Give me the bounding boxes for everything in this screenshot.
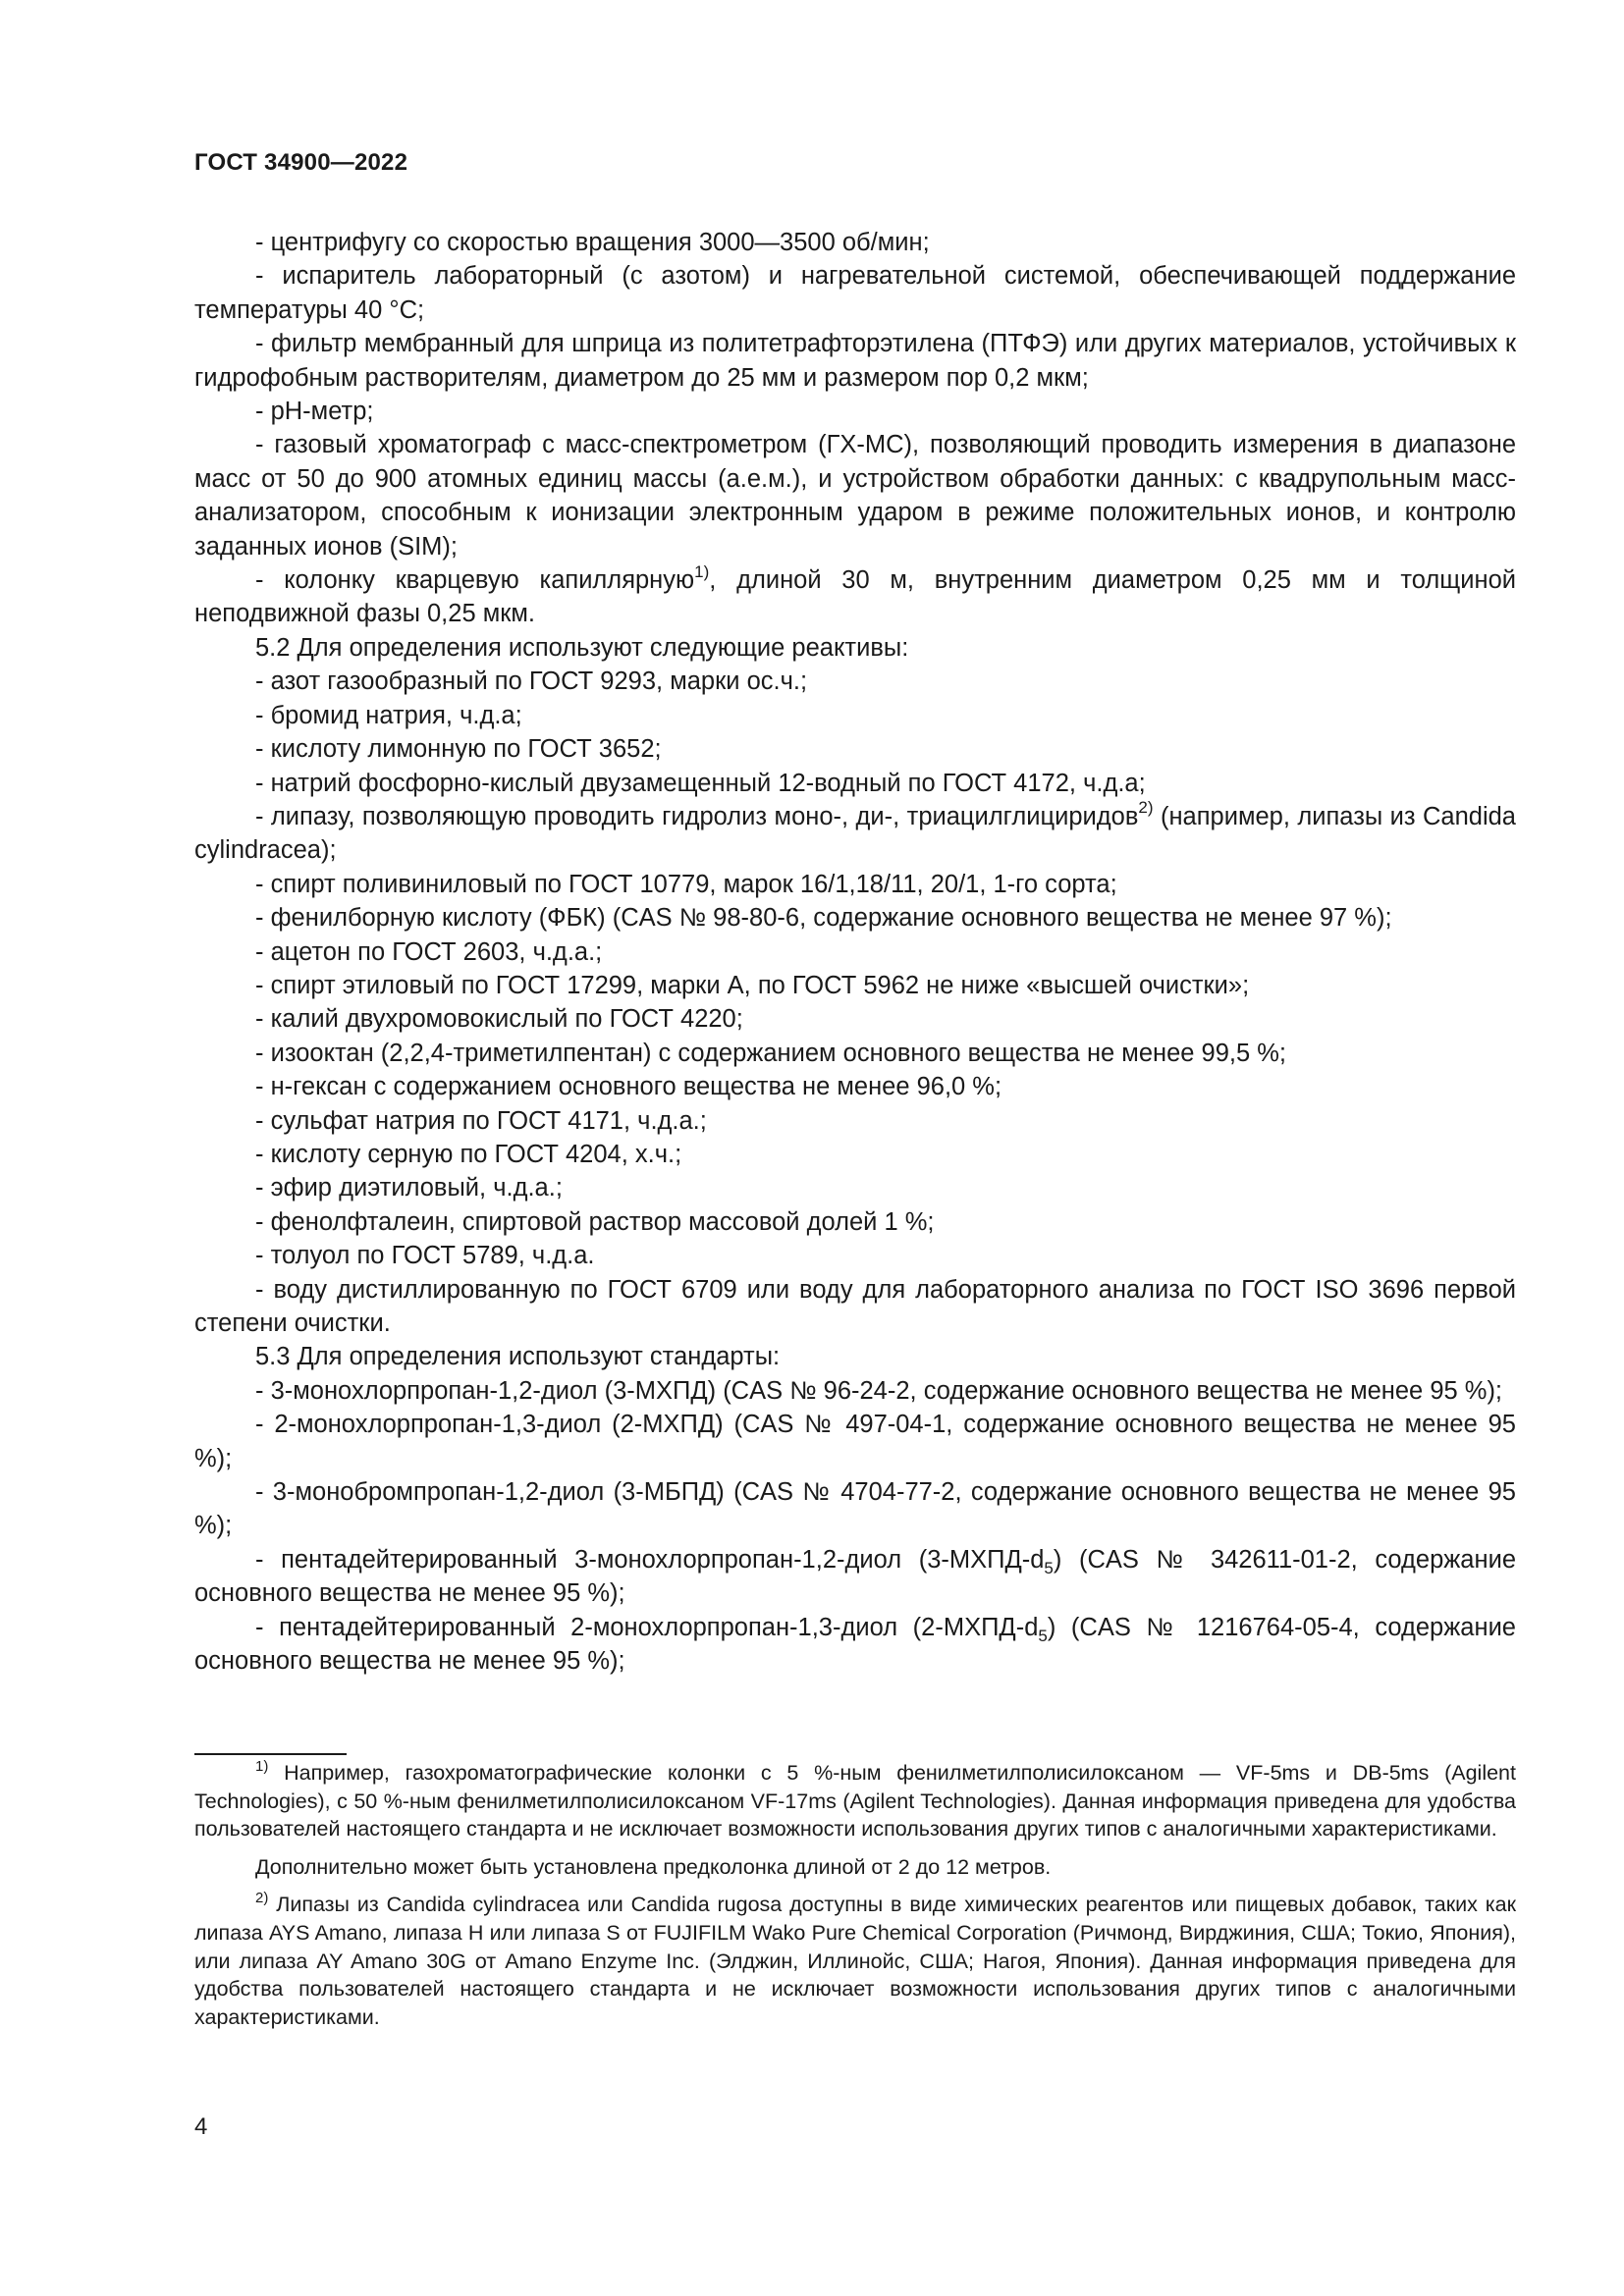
document-header: ГОСТ 34900—2022 [194, 149, 408, 176]
footnote-mark: 1) [255, 1757, 269, 1775]
reagent-item: - спирт поливиниловый по ГОСТ 10779, марок 16/1,18/11, 20/1, 1-го сорта; [255, 870, 1117, 898]
text-span: (например, липазы из Candida cylindracea); [194, 802, 1516, 865]
footnotes [194, 1759, 1516, 2041]
page-number: 4 [194, 2113, 208, 2140]
reagent-item: - воду дистиллированную по ГОСТ 6709 или воду для лабораторного анализа по ГОСТ ISO 3696 первой степени очистки. [194, 1275, 1516, 1337]
equipment-item: - рН-метр; [255, 398, 374, 426]
footnote-mark: 2) [255, 1890, 269, 1907]
reagent-item: - сульфат натрия по ГОСТ 4171, ч.д.а.; [255, 1106, 707, 1135]
reagent-item: - толуол по ГОСТ 5789, ч.д.а. [255, 1242, 595, 1270]
reagent-item: - кислоту лимонную по ГОСТ 3652; [255, 735, 662, 764]
text-span: ) (CAS № 1216764-05-4, содержание основного вещества не менее 95 %); [194, 1613, 1516, 1676]
reagent-item: - натрий фосфорно-кислый двузамещенный 12-водный по ГОСТ 4172, ч.д.а; [255, 769, 1146, 797]
reagent-item: - фенолфталеин, спиртовой раствор массовой долей 1 %; [255, 1207, 935, 1236]
reagent-item: - фенилборную кислоту (ФБК) (CAS № 98-80-6, содержание основного вещества не менее 97 %); [255, 904, 1392, 933]
footnote-separator [194, 1753, 347, 1755]
text-span: - пентадейтерированный 3-монохлорпропан-1,2-диол (3-МХПД-d [255, 1545, 1045, 1574]
section-heading-5-3: 5.3 Для определения используют стандарты: [255, 1343, 781, 1371]
footnote-ref: 1) [694, 561, 710, 581]
equipment-item: - испаритель лабораторный (с азотом) и нагревательной системой, обеспечивающей поддержание температуры 40 °С; [194, 262, 1516, 324]
text-span: - колонку кварцевую капиллярную [255, 566, 695, 595]
reagent-item [194, 800, 1516, 868]
standard-item: - 3-монобромпропан-1,2-диол (3-МБПД) (CAS № 4704-77-2, содержание основного вещества не менее 95 %); [194, 1478, 1516, 1540]
text-span: , длиной 30 м, внутренним диаметром 0,25 мм и толщиной неподвижной фазы 0,25 мкм. [194, 566, 1516, 628]
footnote-1 [194, 1759, 1516, 1843]
reagent-item: - азот газообразный по ГОСТ 9293, марки ос.ч.; [255, 667, 808, 696]
footnote-text: Липазы из Candida cylindracea или Candida rugosa доступны в виде химических реагентов или пищевых добавок, таких как липаза AYS Amano, липаза H или липаза S от FUJIFILM Wako Pure Chemical Corporation (Ричмонд, Вирджиния, США; Токио, Япония), или липаза AY Amano 30G от Amano Enzyme Inc. (Элджин, Иллинойс, США; Нагоя, Япония). Данная информация приведена для удобства пользователей настоящего стандарта и не исключает возможности использования других типов с аналогичными характеристиками. [194, 1893, 1516, 2029]
standard-item [194, 1543, 1516, 1611]
reagent-item: - бромид натрия, ч.д.а; [255, 701, 522, 729]
text-span: ) (CAS № 342611-01-2, содержание основного вещества не менее 95 %); [194, 1545, 1516, 1608]
section-heading-5-2: 5.2 Для определения используют следующие реактивы: [255, 633, 909, 662]
reagent-item: - спирт этиловый по ГОСТ 17299, марки А, по ГОСТ 5962 не ниже «высшей очистки»; [255, 971, 1250, 999]
footnote-1-extra: Дополнительно может быть установлена предколонка длиной от 2 до 12 метров. [255, 1854, 1052, 1879]
footnote-text: Например, газохроматографические колонки с 5 %-ным фенилметилполисилоксаном — VF-5ms и DB-5ms (Agilent Technologies), с 50 %-ным фенилметилполисилоксаном VF-17ms (Agilent Technologies). Данная информация приведена для удобства пользователей настоящего стандарта и не исключает возможности использования других типов с аналогичными характеристиками. [194, 1761, 1516, 1842]
text-span: - липазу, позволяющую проводить гидролиз моно-, ди-, триацилглициридов [255, 802, 1139, 830]
footnote-2 [194, 1891, 1516, 2031]
text-span: - пентадейтерированный 2-монохлорпропан-1,3-диол (2-МХПД-d [255, 1613, 1039, 1641]
equipment-item: - фильтр мембранный для шприца из политетрафторэтилена (ПТФЭ) или других материалов, устойчивых к гидрофобным растворителям, диаметром до 25 мм и размером пор 0,2 мкм; [194, 330, 1516, 392]
standard-item [194, 1611, 1516, 1679]
subscript: 5 [1044, 1558, 1054, 1577]
equipment-item: - центрифугу со скоростью вращения 3000—3500 об/мин; [255, 229, 930, 256]
equipment-item [194, 563, 1516, 631]
standard-item: - 3-монохлорпропан-1,2-диол (3-МХПД) (CAS № 96-24-2, содержание основного вещества не менее 95 %); [255, 1376, 1503, 1405]
reagent-item: - эфир диэтиловый, ч.д.а.; [255, 1174, 563, 1202]
reagent-item: - н-гексан с содержанием основного вещества не менее 96,0 %; [255, 1073, 1002, 1101]
reagent-item: - калий двухромовокислый по ГОСТ 4220; [255, 1005, 743, 1034]
main-text [194, 226, 1516, 1678]
reagent-item: - кислоту серную по ГОСТ 4204, х.ч.; [255, 1140, 682, 1168]
reagent-item: - изооктан (2,2,4-триметилпентан) с содержанием основного вещества не менее 99,5 %; [255, 1039, 1287, 1067]
reagent-item: - ацетон по ГОСТ 2603, ч.д.а.; [255, 937, 603, 966]
equipment-item: - газовый хроматограф с масс-спектрометром (ГХ-МС), позволяющий проводить измерения в диапазоне масс от 50 до 900 атомных единиц массы (а.е.м.), и устройством обработки данных: с квадрупольным масс-анализатором, способным к ионизации электронным ударом в режиме положительных ионов, и контролю заданных ионов (SIM); [194, 431, 1516, 561]
standard-item: - 2-монохлорпропан-1,3-диол (2-МХПД) (CAS № 497-04-1, содержание основного вещества не менее 95 %); [194, 1411, 1516, 1472]
subscript: 5 [1038, 1626, 1048, 1645]
footnote-ref: 2) [1138, 798, 1154, 818]
